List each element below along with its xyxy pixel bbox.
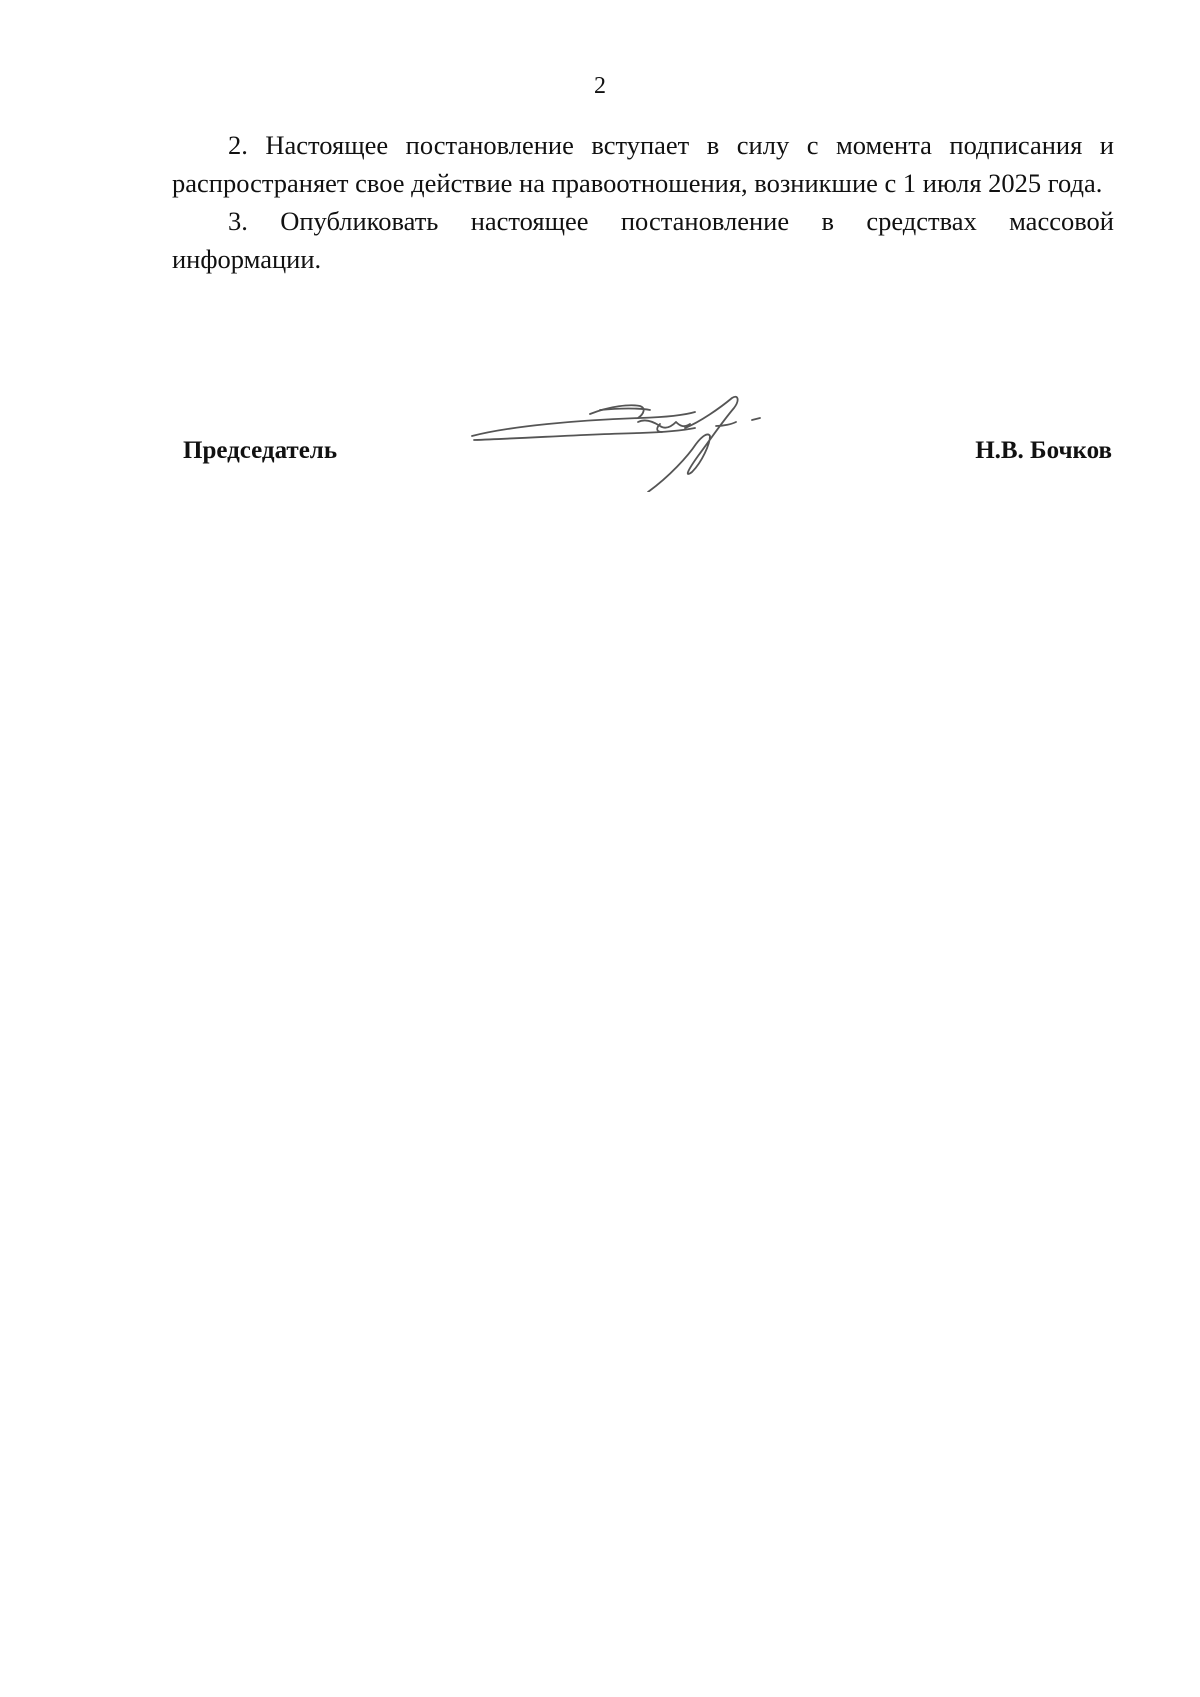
paragraph-2: 2. Настоящее постановление вступает в силу с момента подписания и распространяет свое действие на правоотношения, возникшие с 1 июля 2025 года. <box>172 130 1114 198</box>
handwritten-signature <box>470 392 790 492</box>
paragraph-3: 3. Опубликовать настоящее постановление в средствах массовой информации. <box>172 206 1114 274</box>
document-body <box>172 126 1114 278</box>
signatory-name: Н.В. Бочков <box>975 437 1112 464</box>
signatory-title: Председатель <box>183 437 338 464</box>
page-number: 2 <box>594 73 606 99</box>
